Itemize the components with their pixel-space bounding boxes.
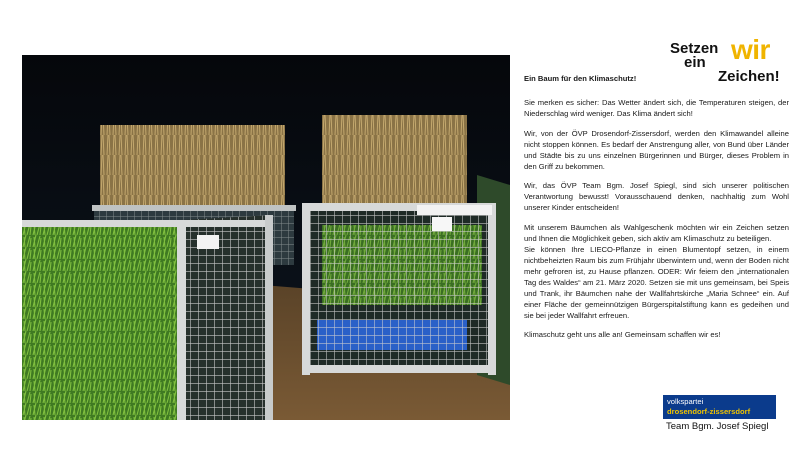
headline-word-zeichen: Zeichen! [718,68,780,85]
article-title: Ein Baum für den Klimaschutz! [524,74,637,83]
article-paragraph: Wir, von der ÖVP Drosendorf-Zissersdorf, werden den Klimawandel alleine nicht stoppen können. Es bedarf der Anstrengung aller, von Bund über Länder und Städte bis zu uns einzelnen Bürgerinnen und Bürger, dieses Problem in den Griff zu bekommen. [524,128,789,171]
article-paragraph: Sie merken es sicher: Das Wetter ändert sich, die Temperaturen steigen, der Niederschlag wird weniger. Das Klima ändert sich! [524,98,789,118]
party-logo-line2: drosendorf-zissersdorf [667,407,751,416]
article-paragraph: Klimaschutz geht uns alle an! Gemeinsam schaffen wir es! [524,330,721,339]
headline-word-ein: ein [684,54,706,71]
party-logo-line1: volkspartei [667,397,704,406]
team-signature: Team Bgm. Josef Spiegl [666,421,769,432]
seedling-crates-photo [22,55,510,420]
party-logo [663,395,776,419]
article-body [524,73,789,349]
headline-word-setzen: Setzen [670,40,719,57]
headline-word-wir: wir [731,34,770,65]
article-paragraph: Mit unserem Bäumchen als Wahlgeschenk möchten wir ein Zeichen setzen und Ihnen die Möglichkeit geben, sich aktiv am Klimaschutz zu beteiligen. Sie können Ihre LIECO-Pflanze in einen Blumentopf setzen, in einem nichtbeheizten Raum bis zum Frühjahr überwintern und, wenn der Boden nicht mehr gefroren ist, zu Hause pflanzen. ODER: Wir feiern den „internationalen Tag des Waldes“ am 21. März 2020. Setzen sie mit uns gemeinsam, bei Speis und Trank, ihr Bäumchen nahe der Wallfahrtskirche „Maria Schnee“ ein. Auf einer Fläche der gemeinnützigen Bürgerspitalstiftung kann es gedeihen und sie bei jeder Wallfahrt erfreuen. [524,222,789,320]
article-paragraph: Wir, das ÖVP Team Bgm. Josef Spiegl, sind sich unserer politischen Verantwortung bewusst! Vorausschauend denken, nachhaltig zum Wohl unserer Kinder entscheiden! [524,181,789,212]
